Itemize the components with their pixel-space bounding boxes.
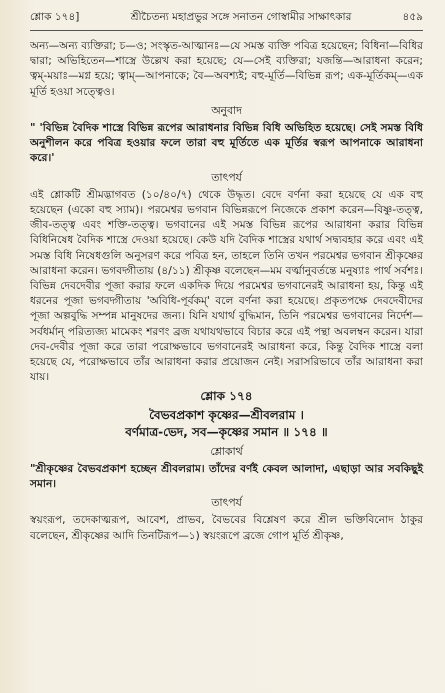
purport-paragraph: এই শ্লোকটি শ্রীমদ্ভাগবত (১০/৪০/৭) থেকে উদ্ধৃত। বেদে বর্ণনা করা হয়েছে যে এক বহু হয়েছেন (একো বহু স্যাম)। পরমেশ্বর ভগবান বিভিন্নরূপে নিজেকে প্রকাশ করেন—বিষ্ণু-তত্ত্ব, জীব-তত্ত্ব এবং শক্তি-তত্ত্ব। ভগবানের এই সমস্ত বিভিন্ন রূপের আরাধনা করার বিভিন্ন বিধিনিষেধ বৈদিক শাস্ত্রে দেওয়া হয়েছে। কেউ যদি বৈদিক শাস্ত্রের যথার্থ সদ্ব্যবহার করে এবং এই সমস্ত বিধি নিষেধগুলি অনুসরণ করে পবিত্র হন, তাহলে তিনি তখন পরমেশ্বর ভগবান শ্রীকৃষ্ণের আরাধনা করেন। ভগবদ্গীতায় (৪/১১) শ্রীকৃষ্ণ বলেছেন—মম বর্ত্মানুবর্তন্তে মনুষ্যাঃ পার্থ সর্বশঃ। বিভিন্ন দেবদেবীর পূজা করার ফলে একদিক দিয়ে পরমেশ্বর ভগবানেরই আরাধনা হয়, কিন্তু এই ধরনের পূজা ভগবদ্গীতায় 'অবিধি-পূর্বকম্‌' বলে বর্ণনা করা হয়েছে। প্রকৃতপক্ষে দেবদেবীদের পূজা অল্পবুদ্ধি সম্পন্ন মানুষদের জন্য। যিনি যথার্থ বুদ্ধিমান, তিনি পরমেশ্বর ভগবানের নির্দেশ—সর্বধর্মান্‌ পরিত্যজ্য মামেকং শরণং ব্রজ যথাযথভাবে বিচার করে এই পন্থা অবলম্বন করেন। যারা দেব-দেবীর পূজা করে তারা পরোক্ষভাবে ভগবানেরই আরাধনা করে, কিন্তু বৈদিক শাস্ত্রে বলা হয়েছে যে, পরোক্ষভাবে তাঁর আরাধনা করার প্রয়োজন নেই। সরাসরিভাবে তাঁর আরাধনা করা যায়।	[30, 188, 423, 384]
purport2-paragraph: স্বয়ংরূপ, তদেকাত্মরূপ, আবেশ, প্রাভব, বৈভবের বিশ্লেষণ করে শ্রীল ভক্তিবিনোদ ঠাকুর বলেছেন, শ্রীকৃষ্ণের আদি তিনটিরূপ—১) স্বয়ংরূপে ব্রজে গোপ মূর্তি শ্রীকৃষ্ণ,	[30, 514, 423, 542]
shloka-artha-paragraph: "শ্রীকৃষ্ণের বৈভবপ্রকাশ হচ্ছেন শ্রীবলরাম। তাঁদের বর্ণই কেবল আলাদা, এছাড়া আর সবকিছুই সমান।	[30, 462, 423, 491]
translation-heading: অনুবাদ	[211, 103, 242, 117]
verse-number-heading: শ্লোক ১৭৪	[200, 389, 253, 404]
verse-line-2: বর্ণমাত্র-ভেদ, সব—কৃষ্ণের সমান ॥ ১৭৪ ॥	[125, 424, 328, 439]
running-header	[30, 10, 423, 31]
translation-paragraph: " 'বিভিন্ন বৈদিক শাস্ত্রে বিভিন্ন রূপের আরাধনার বিভিন্ন বিধি অভিহিত হয়েছে। সেই সমস্ত বিধি অনুশীলন করে পবিত্র হওয়ার ফলে তারা বহু মূর্তিতে এক মূর্তির স্বরূপ আপনাকে আরাধনা করে।'	[30, 122, 423, 165]
synonyms-paragraph: অন্য—অন্য ব্যক্তিরা; চ—ও; সংস্কৃত-আত্মানঃ—যে সমস্ত ব্যক্তি পবিত্র হয়েছেন; বিধিনা—বিধির দ্বারা; অভিহিতেন—শাস্ত্রে উল্লেখ করা হয়েছে; যে—সেই ব্যক্তিরা; যজন্তি—আরাধনা করেন; ত্বম্‌-ময়াঃ—মগ্ন হয়ে; ত্বাম্‌—আপনাকে; বৈ—অবশ্যই; বহু-মূর্তি—বিভিন্ন রূপ; এক-মূর্তিকম্‌—এক মূর্তি হওয়া সত্ত্বেও।	[30, 40, 423, 98]
header-chapter-title: শ্রীচৈতন্য মহাপ্রভুর সঙ্গে সনাতন গোস্বামীর সাক্ষাৎকার	[130, 11, 352, 23]
shloka-artha-heading: শ্লোকার্থ	[210, 444, 243, 458]
purport2-heading: তাৎপর্য	[211, 496, 242, 510]
verse-line-1: বৈভবপ্রকাশ কৃষ্ণের—শ্রীবলরাম ।	[149, 407, 304, 422]
header-verse-ref: শ্লোক ১৭৪]	[30, 11, 80, 23]
page-number: ৪৫৯	[402, 11, 423, 23]
purport-heading: তাৎপর্য	[211, 170, 242, 184]
